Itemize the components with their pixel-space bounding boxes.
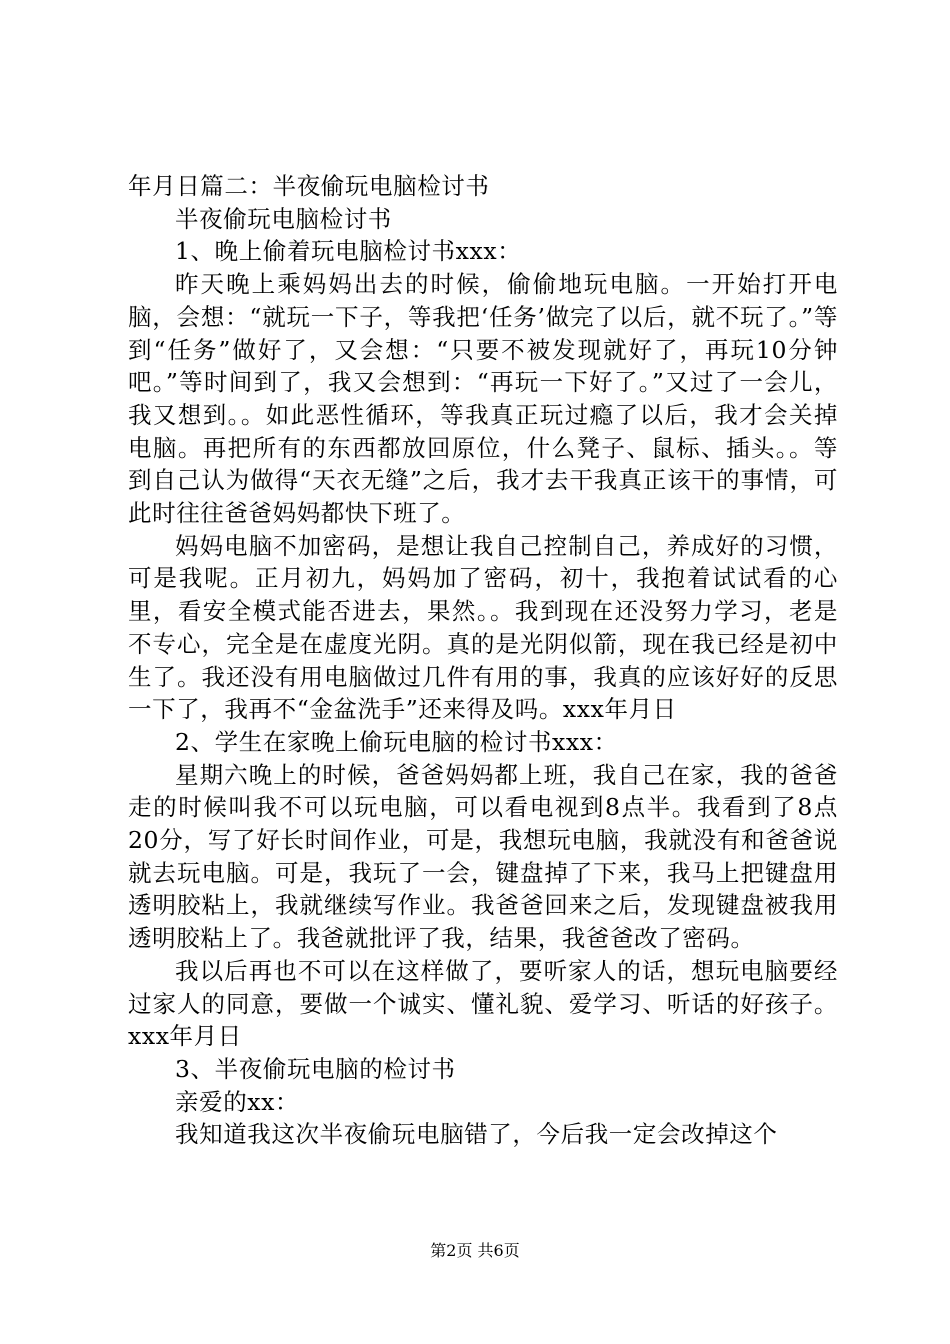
paragraph-section-1-title: 1、晚上偷着玩电脑检讨书xxx： xyxy=(175,237,522,266)
paragraph-section-2-title: 2、学生在家晚上偷玩电脑的检讨书xxx： xyxy=(175,727,618,756)
paragraph-title: 半夜偷玩电脑检讨书 xyxy=(175,204,392,233)
paragraph: 星期六晚上的时候，爸爸妈妈都上班，我自己在家，我的爸爸走的时候叫我不可以玩电脑，可以看电视到8点半。我看到了8点20分，写了好长时间作业，可是，我想玩电脑，我就没有和爸爸说就去玩电脑。可是，我玩了一会，键盘掉了下来，我马上把键盘用透明胶粘上，我就继续写作业。我爸爸回来之后，发现键盘被我用透明胶粘上了。我爸就批评了我，结果，我爸爸改了密码。 xyxy=(128,760,838,953)
paragraph-section-3-title: 3、半夜偷玩电脑的检讨书 xyxy=(175,1054,456,1083)
paragraph: 我知道我这次半夜偷玩电脑错了，今后我一定会改掉这个 xyxy=(175,1120,778,1149)
paragraph: 昨天晚上乘妈妈出去的时候，偷偷地玩电脑。一开始打开电脑，会想：“就玩一下子，等我把‘任务’做完了以后，就不玩了。”等到“任务”做好了，又会想：“只要不被发现就好了，再玩10分钟吧。”等时间到了，我又会想到：“再玩一下好了。”又过了一会儿，我又想到。。如此恶性循环，等我真正玩过瘾了以后，我才会关掉电脑。再把所有的东西都放回原位，什么凳子、鼠标、插头。。等到自己认为做得“天衣无缝”之后，我才去干我真正该干的事情，可此时往往爸爸妈妈都快下班了。 xyxy=(128,270,838,528)
paragraph: 妈妈电脑不加密码，是想让我自己控制自己，养成好的习惯，可是我呢。正月初九，妈妈加了密码，初十，我抱着试试看的心里，看安全模式能否进去，果然。。我到现在还没努力学习，老是不专心，完全是在虚度光阴。真的是光阴似箭，现在我已经是初中生了。我还没有用电脑做过几件有用的事，我真的应该好好的反思一下了，我再不“金盆洗手”还来得及吗。xxx年月日 xyxy=(128,531,838,724)
page-footer xyxy=(0,1238,950,1261)
page-number-label: 第2页 共6页 xyxy=(430,1241,520,1260)
paragraph-salutation: 亲爱的xx： xyxy=(175,1087,300,1116)
paragraph-heading: 年月日篇二：半夜偷玩电脑检讨书 xyxy=(128,172,490,200)
paragraph: 我以后再也不可以在这样做了，要听家人的话，想玩电脑要经过家人的同意，要做一个诚实、懂礼貌、爱学习、听话的好孩子。xxx年月日 xyxy=(128,956,838,1051)
document-body xyxy=(128,170,838,1151)
